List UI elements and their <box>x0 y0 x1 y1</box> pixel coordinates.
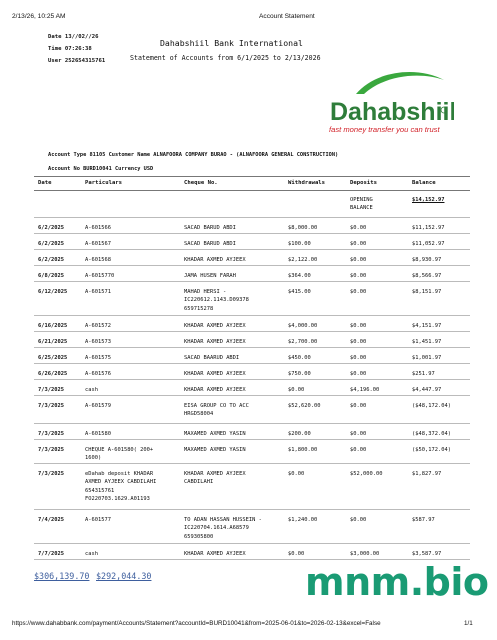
row-separator <box>34 347 470 348</box>
total-deposits: $292,044.30 <box>96 571 152 581</box>
cell-withdrawal: $450.00 <box>288 355 311 361</box>
header-divider-top <box>34 176 470 177</box>
cell-date: 7/3/2025 <box>38 431 64 437</box>
cell-date: 6/25/2025 <box>38 355 68 361</box>
account-line-1: Account Type 81105 Customer Name ALNAFOORA COMPANY BURAO - (ALNAFOORA GENERAL CONSTRUCTION) <box>48 152 339 158</box>
cell-balance: $1,827.97 <box>412 471 442 477</box>
cell-deposit: $0.00 <box>350 257 367 263</box>
cell-particulars: A-601577 <box>85 517 111 523</box>
cell-deposit: $0.00 <box>350 403 367 409</box>
watermark: mnm.bio <box>305 560 489 604</box>
cell-date: 7/4/2025 <box>38 517 64 523</box>
cell-date: 6/2/2025 <box>38 225 64 231</box>
cell-date: 7/3/2025 <box>38 387 64 393</box>
cell-balance: $4,447.97 <box>412 387 442 393</box>
col-header-date: Date <box>38 180 52 186</box>
cell-date: 6/2/2025 <box>38 257 64 263</box>
cell-date: 6/21/2025 <box>38 339 68 345</box>
cell-deposit: $0.00 <box>350 323 367 329</box>
cell-date: 6/16/2025 <box>38 323 68 329</box>
cell-date: 6/2/2025 <box>38 241 64 247</box>
row-separator <box>34 363 470 364</box>
cell-balance: $8,151.97 <box>412 289 442 295</box>
cell-cheque: JAMA HUSEN FARAH <box>184 273 236 279</box>
opening-balance-value: $14,152.97 <box>412 197 445 203</box>
cell-deposit: $0.00 <box>350 339 367 345</box>
cell-balance: $11,052.97 <box>412 241 445 247</box>
meta-user: User 252654315761 <box>48 58 106 64</box>
cell-withdrawal: $415.00 <box>288 289 311 295</box>
cell-deposit: $0.00 <box>350 431 367 437</box>
cell-withdrawal: $364.00 <box>288 273 311 279</box>
cell-particulars: A-601573 <box>85 339 111 345</box>
cell-deposit: $0.00 <box>350 371 367 377</box>
cell-balance: $4,151.97 <box>412 323 442 329</box>
row-separator <box>34 463 470 464</box>
cell-cheque: KHADAR AXMED AYJEEX <box>184 323 246 329</box>
meta-date: Date 13//02//26 <box>48 34 99 40</box>
logo-tagline: fast money transfer you can trust <box>329 125 440 134</box>
cell-particulars: eDahab deposit KHADAR AXMED AYJEEX CABDILAHI 654315761 FO220703.1629.A01193 <box>85 471 157 502</box>
row-separator <box>34 379 470 380</box>
cell-deposit: $3,000.00 <box>350 551 380 557</box>
cell-deposit: $0.00 <box>350 241 367 247</box>
cell-date: 6/26/2025 <box>38 371 68 377</box>
row-separator <box>34 233 470 234</box>
cell-withdrawal: $52,620.00 <box>288 403 321 409</box>
cell-withdrawal: $200.00 <box>288 431 311 437</box>
cell-balance: ($48,372.04) <box>412 431 451 437</box>
cell-withdrawal: $4,000.00 <box>288 323 318 329</box>
cell-deposit: $0.00 <box>350 289 367 295</box>
cell-deposit: $4,196.00 <box>350 387 380 393</box>
col-header-balance: Balance <box>412 180 436 186</box>
cell-cheque: SACAD BARUD ABDI <box>184 241 236 247</box>
print-date: 2/13/26, 10:25 AM <box>12 13 66 20</box>
cell-particulars: A-601575 <box>85 355 111 361</box>
cell-deposit: $0.00 <box>350 447 367 453</box>
col-header-deposits: Deposits <box>350 180 377 186</box>
dahabshiil-logo <box>326 64 454 142</box>
cell-cheque: KHADAR AXMED AYJEEX <box>184 371 246 377</box>
cell-particulars: A-601568 <box>85 257 111 263</box>
row-separator <box>34 281 470 282</box>
cell-cheque: KHADAR AXMED AYJEEX CABDILAHI <box>184 471 246 486</box>
logo-brand-text: Dahabshiil <box>330 98 454 126</box>
cell-cheque: MAHAD HERSI - IC220612.1143.D09378 659715278 <box>184 289 249 312</box>
swoosh-shape <box>356 72 444 94</box>
cell-balance: ($50,172.04) <box>412 447 451 453</box>
cell-withdrawal: $100.00 <box>288 241 311 247</box>
header-divider-bottom <box>34 190 470 191</box>
footer-page-number: 1/1 <box>464 620 473 627</box>
cell-balance: $1,001.97 <box>412 355 442 361</box>
cell-withdrawal: $1,240.00 <box>288 517 318 523</box>
row-separator <box>34 331 470 332</box>
cell-particulars: A-601571 <box>85 289 111 295</box>
cell-date: 6/12/2025 <box>38 289 68 295</box>
cell-balance: $8,930.97 <box>412 257 442 263</box>
row-separator <box>34 265 470 266</box>
meta-time: Time 07:26:38 <box>48 46 92 52</box>
cell-withdrawal: $1,800.00 <box>288 447 318 453</box>
cell-date: 7/7/2025 <box>38 551 64 557</box>
row-separator <box>34 509 470 510</box>
row-separator <box>34 543 470 544</box>
cell-balance: $1,451.97 <box>412 339 442 345</box>
cell-balance: $587.97 <box>412 517 435 523</box>
print-title: Account Statement <box>259 13 315 20</box>
cell-withdrawal: $2,122.00 <box>288 257 318 263</box>
cell-cheque: KHADAR AXMED AYJEEX <box>184 387 246 393</box>
cell-particulars: CHEQUE A-601580( 200+ 1600) <box>85 447 154 462</box>
cell-withdrawal: $8,000.00 <box>288 225 318 231</box>
row-separator <box>34 395 470 396</box>
row-separator <box>34 217 470 218</box>
cell-date: 6/8/2025 <box>38 273 64 279</box>
opening-balance-label: OPENING BALANCE <box>350 197 373 212</box>
cell-deposit: $0.00 <box>350 225 367 231</box>
cell-withdrawal: $2,700.00 <box>288 339 318 345</box>
cell-particulars: A-601579 <box>85 403 111 409</box>
account-line-2: Account No BURD10041 Currency USD <box>48 166 154 172</box>
cell-cheque: KHADAR AXMED AYJEEX <box>184 551 246 557</box>
cell-particulars: A-601572 <box>85 323 111 329</box>
cell-particulars: A-6015770 <box>85 273 115 279</box>
cell-particulars: cash <box>85 387 98 393</box>
cell-deposit: $0.00 <box>350 273 367 279</box>
cell-date: 7/3/2025 <box>38 471 64 477</box>
cell-balance: $11,152.97 <box>412 225 445 231</box>
logo-swoosh-icon <box>326 64 454 142</box>
row-separator <box>34 423 470 424</box>
cell-date: 7/3/2025 <box>38 403 64 409</box>
cell-cheque: EISA GROUP CO TO ACC HRGD58004 <box>184 403 249 418</box>
cell-cheque: KHADAR AXMED AYJEEX <box>184 257 246 263</box>
col-header-cheque: Cheque No. <box>184 180 218 186</box>
cell-particulars: A-601576 <box>85 371 111 377</box>
cell-withdrawal: $0.00 <box>288 471 305 477</box>
cell-withdrawal: $750.00 <box>288 371 311 377</box>
cell-withdrawal: $0.00 <box>288 387 305 393</box>
row-separator <box>34 315 470 316</box>
cell-cheque: SACAD BAARUD ABDI <box>184 355 240 361</box>
cell-deposit: $0.00 <box>350 355 367 361</box>
cell-cheque: TO ADAN HASSAN HUSSEIN - IC220704.1614.A68579 659305800 <box>184 517 262 540</box>
cell-date: 7/3/2025 <box>38 447 64 453</box>
footer-url[interactable]: https://www.dahabbank.com/payment/Accounts/Statement?accountId=BURD10041&from=2025-06-01&to=2026-02-13&excel=False <box>12 620 381 627</box>
row-separator <box>34 249 470 250</box>
cell-particulars: A-601567 <box>85 241 111 247</box>
cell-deposit: $0.00 <box>350 517 367 523</box>
cell-cheque: MAXAMED AXMED YASIN <box>184 447 246 453</box>
cell-particulars: cash <box>85 551 98 557</box>
col-header-particulars: Particulars <box>85 180 123 186</box>
cell-balance: $8,566.97 <box>412 273 442 279</box>
cell-cheque: KHADAR AXMED AYJEEX <box>184 339 246 345</box>
cell-cheque: SACAD BARUD ABDI <box>184 225 236 231</box>
bank-name: Dahabshiil Bank International <box>160 38 303 48</box>
cell-balance: $3,587.97 <box>412 551 442 557</box>
cell-deposit: $52,000.00 <box>350 471 383 477</box>
cell-particulars: A-601566 <box>85 225 111 231</box>
row-separator <box>34 439 470 440</box>
cell-cheque: MAXAMED AXMED YASIN <box>184 431 246 437</box>
col-header-withdrawals: Withdrawals <box>288 180 326 186</box>
cell-balance: ($48,172.04) <box>412 403 451 409</box>
cell-particulars: A-601580 <box>85 431 111 437</box>
cell-balance: $251.97 <box>412 371 435 377</box>
statement-range: Statement of Accounts from 6/1/2025 to 2/13/2026 <box>130 54 321 62</box>
total-withdrawals: $306,139.70 <box>34 571 90 581</box>
cell-withdrawal: $0.00 <box>288 551 305 557</box>
